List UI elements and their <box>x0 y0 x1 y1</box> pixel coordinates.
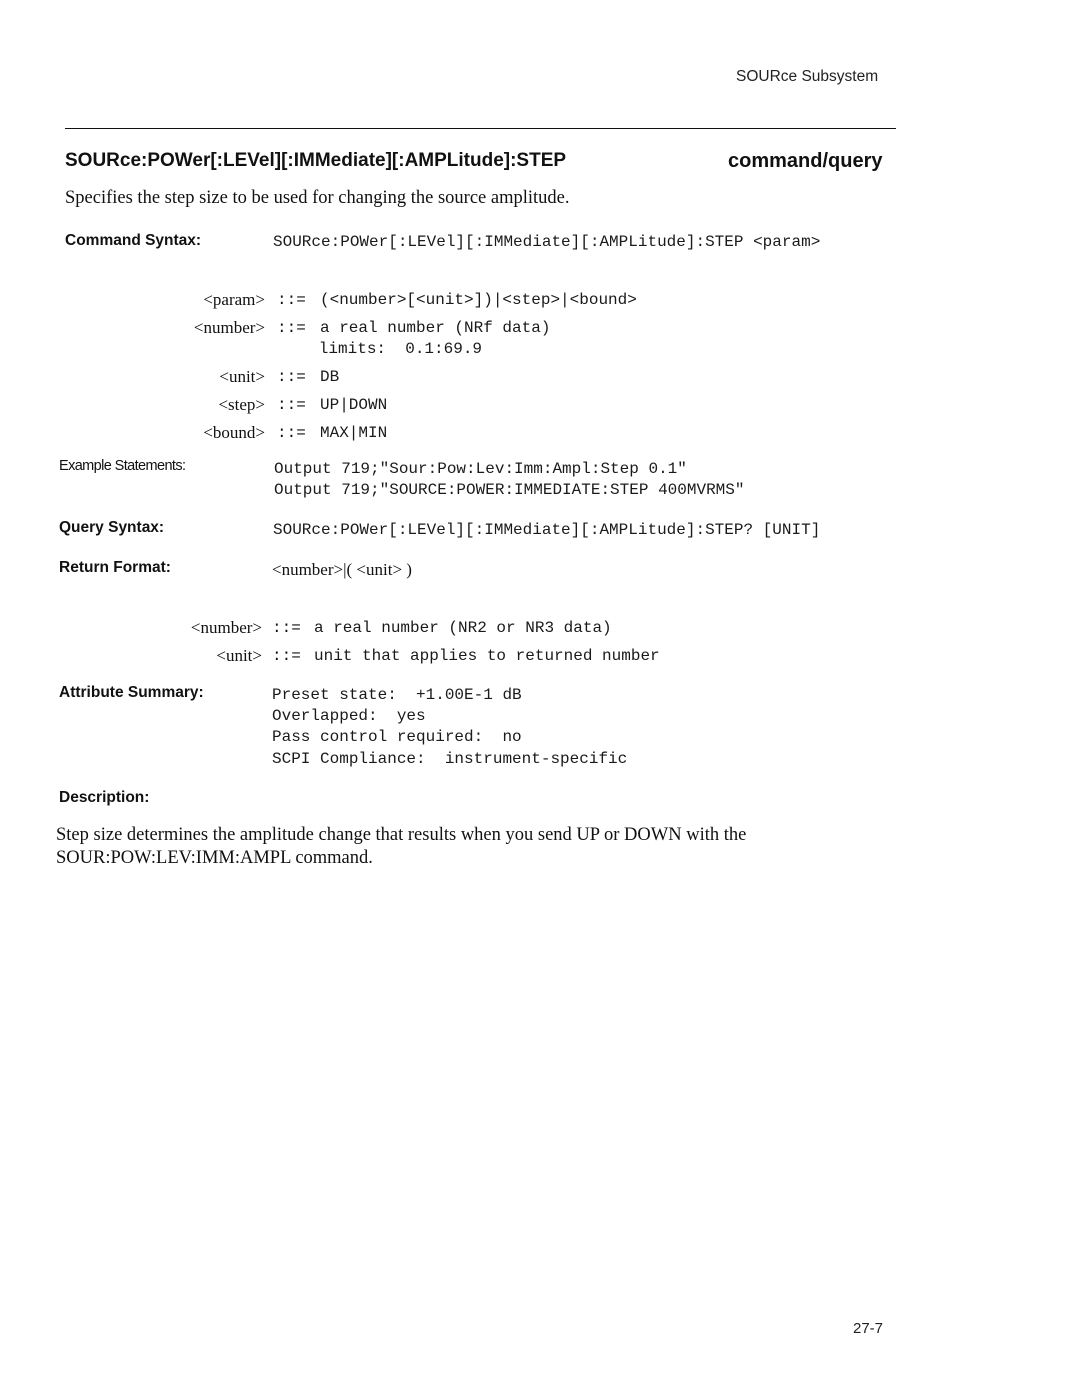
definition-param <box>0 290 1080 312</box>
definition-term: <bound> <box>203 423 265 442</box>
definition-term: <number> <box>190 618 262 637</box>
definition-bound <box>0 423 1080 445</box>
command-kind: command/query <box>728 150 883 172</box>
definition-step <box>0 395 1080 417</box>
definition-separator: ::= <box>277 396 306 414</box>
header-rule <box>65 128 896 129</box>
return-definition-unit <box>0 646 1080 668</box>
definition-text: (<number>[<unit>])|<step>|<bound> <box>320 291 637 309</box>
query-syntax-value: SOURce:POWer[:LEVel][:IMMediate][:AMPLitude]:STEP? [UNIT] <box>273 521 821 539</box>
definition-term: <step> <box>218 395 265 414</box>
definition-text: a real number (NR2 or NR3 data) <box>314 619 612 637</box>
definition-separator: ::= <box>272 619 301 637</box>
definition-text: UP|DOWN <box>320 396 388 414</box>
definition-unit <box>0 367 1080 389</box>
definition-text: MAX|MIN <box>320 424 388 442</box>
example-line: Output 719;"SOURCE:POWER:IMMEDIATE:STEP 400MVRMS" <box>274 481 745 499</box>
intro-text: Specifies the step size to be used for changing the source amplitude. <box>65 188 570 208</box>
definition-separator: ::= <box>277 368 306 386</box>
description-line: Step size determines the amplitude change that results when you send UP or DOWN with the <box>56 825 747 845</box>
description-line: SOUR:POW:LEV:IMM:AMPL command. <box>56 848 373 868</box>
attribute-overlapped: Overlapped: yes <box>272 707 426 725</box>
description-label: Description: <box>59 789 150 806</box>
return-definition-number <box>0 618 1080 640</box>
definition-separator: ::= <box>277 319 306 337</box>
page-number: 27-7 <box>853 1320 884 1337</box>
definition-term: <unit> <box>219 367 265 386</box>
definition-limits: limits: 0.1:69.9 <box>290 340 483 358</box>
definition-separator: ::= <box>277 291 306 309</box>
example-label: Example Statements: <box>59 458 186 474</box>
definition-term: <unit> <box>216 646 262 665</box>
definition-separator: ::= <box>272 647 301 665</box>
running-header: SOURce Subsystem <box>736 68 879 85</box>
definition-text: unit that applies to returned number <box>314 647 660 665</box>
definition-text: a real number (NRf data) <box>320 319 551 337</box>
definition-term: <param> <box>203 290 265 309</box>
command-syntax-label: Command Syntax: <box>65 232 202 249</box>
definition-number <box>0 318 1080 358</box>
attribute-scpi-compliance: SCPI Compliance: instrument-specific <box>272 750 628 768</box>
return-format-value: <number>|( <unit> ) <box>272 560 412 579</box>
definition-text: DB <box>320 368 340 386</box>
attribute-preset: Preset state: +1.00E-1 dB <box>272 686 522 704</box>
attribute-pass-control: Pass control required: no <box>272 728 522 746</box>
definition-separator: ::= <box>277 424 306 442</box>
return-format-label: Return Format: <box>59 559 171 576</box>
query-syntax-label: Query Syntax: <box>59 519 165 536</box>
attribute-summary-label: Attribute Summary: <box>59 684 204 701</box>
command-title: SOURce:POWer[:LEVel][:IMMediate][:AMPLitude]:STEP <box>65 150 567 171</box>
example-line: Output 719;"Sour:Pow:Lev:Imm:Ampl:Step 0.1" <box>274 460 687 478</box>
definition-term: <number> <box>193 318 265 337</box>
command-syntax-value: SOURce:POWer[:LEVel][:IMMediate][:AMPLitude]:STEP <param> <box>273 233 821 251</box>
